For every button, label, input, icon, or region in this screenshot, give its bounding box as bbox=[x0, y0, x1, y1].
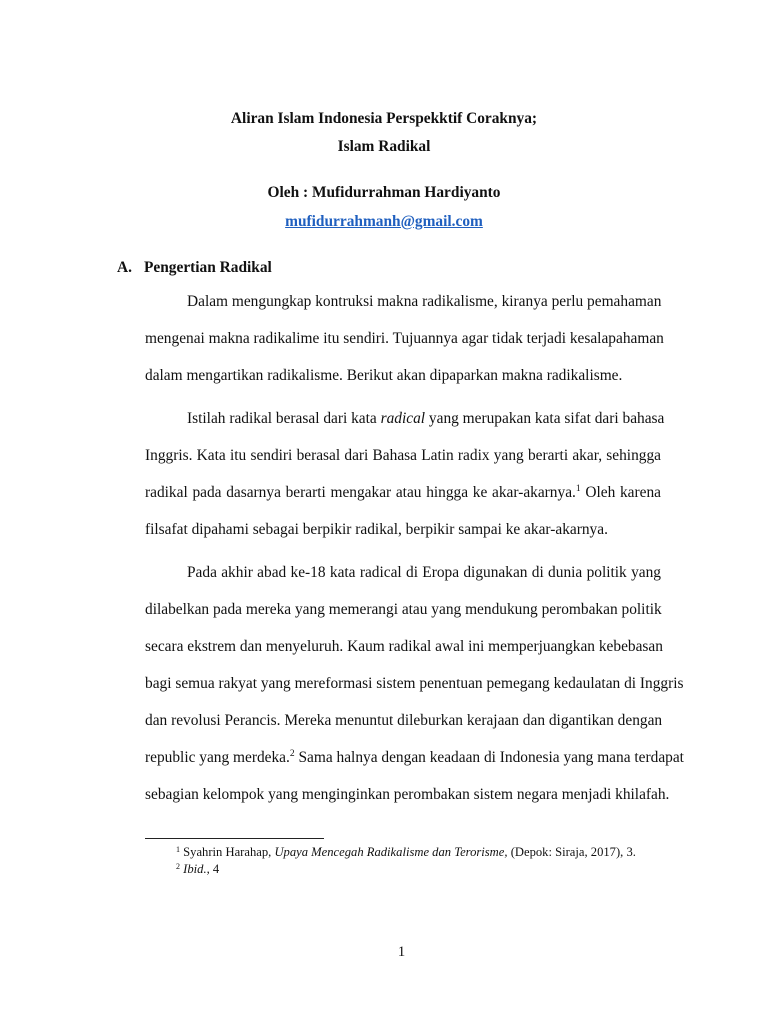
text-run: radikal pada dasarnya berarti mengakar atau hingga ke akar-akarnya. bbox=[145, 484, 576, 501]
author-line: Oleh : Mufidurrahman Hardiyanto bbox=[267, 184, 501, 201]
text-run: republic yang merdeka. bbox=[145, 749, 290, 766]
author-email-link[interactable]: mufidurrahmanh@gmail.com bbox=[285, 213, 483, 230]
italic-term: radical bbox=[380, 410, 426, 427]
section-title: Pengertian Radikal bbox=[144, 259, 272, 276]
paragraph-line: bagi semua rakyat yang mereformasi sistem penentuan pemegang kedaulatan di Inggris bbox=[145, 675, 684, 692]
paragraph-line: Dalam mengungkap kontruksi makna radikalisme, kiranya perlu pemahaman bbox=[187, 293, 662, 310]
section-heading bbox=[117, 259, 272, 277]
footnote-ref[interactable]: 1 bbox=[575, 484, 581, 494]
footnote bbox=[176, 862, 219, 877]
footnote-marker: 2 bbox=[176, 862, 180, 871]
text-run: Sama halnya dengan keadaan di Indonesia yang mana terdapat bbox=[298, 749, 684, 766]
paragraph-line: dalam mengartikan radikalisme. Berikut akan dipaparkan makna radikalisme. bbox=[145, 367, 623, 384]
document-subtitle: Islam Radikal bbox=[337, 138, 431, 155]
footnote-ref[interactable]: 2 bbox=[289, 749, 295, 759]
paragraph-line bbox=[145, 482, 661, 519]
paragraph-line: Inggris. Kata itu sendiri berasal dari Bahasa Latin radix yang berarti akar, sehingga bbox=[145, 447, 661, 464]
paragraph-line: dan revolusi Perancis. Mereka menuntut dileburkan kerajaan dan digantikan dengan bbox=[145, 712, 663, 729]
paragraph-line: filsafat dipahami sebagai berpikir radikal, berpikir sampai ke akar-akarnya. bbox=[145, 521, 608, 538]
document-title: Aliran Islam Indonesia Perspekktif Coraknya; bbox=[230, 110, 538, 127]
footnote-citation: (Depok: Siraja, 2017), 3. bbox=[510, 845, 636, 859]
section-number: A. bbox=[117, 259, 132, 276]
paragraph-line: Pada akhir abad ke-18 kata radical di Eropa digunakan di dunia politik yang bbox=[187, 564, 661, 581]
paragraph-line bbox=[145, 408, 665, 445]
paragraph-line bbox=[145, 747, 684, 784]
paragraph bbox=[145, 408, 665, 556]
footnote-marker: 1 bbox=[176, 845, 180, 854]
text-run: Oleh karena bbox=[585, 484, 661, 501]
footnote-citation: 4 bbox=[212, 862, 220, 876]
paragraph-line: dilabelkan pada mereka yang memerangi atau yang mendukung perombakan politik bbox=[145, 601, 662, 618]
footnote-separator bbox=[145, 838, 324, 839]
paragraph bbox=[145, 291, 664, 402]
footnote-ibid: Ibid., bbox=[183, 862, 210, 876]
footnote-book-title: Upaya Mencegah Radikalisme dan Terorisme, bbox=[274, 845, 508, 859]
paragraph-line: secara ekstrem dan menyeluruh. Kaum radikal awal ini memperjuangkan kebebasan bbox=[145, 638, 663, 655]
footnote-author: Syahrin Harahap, bbox=[183, 845, 272, 859]
text-run: yang merupakan kata sifat dari bahasa bbox=[428, 410, 665, 427]
paragraph-line: mengenai makna radikalime itu sendiri. Tujuannya agar tidak terjadi kesalapahaman bbox=[145, 330, 664, 347]
page-number: 1 bbox=[397, 944, 406, 960]
paragraph bbox=[145, 562, 684, 821]
paragraph-line: sebagian kelompok yang menginginkan perombakan sistem negara menjadi khilafah. bbox=[145, 786, 670, 803]
text-run: Istilah radikal berasal dari kata bbox=[187, 410, 377, 427]
footnote bbox=[176, 845, 636, 860]
